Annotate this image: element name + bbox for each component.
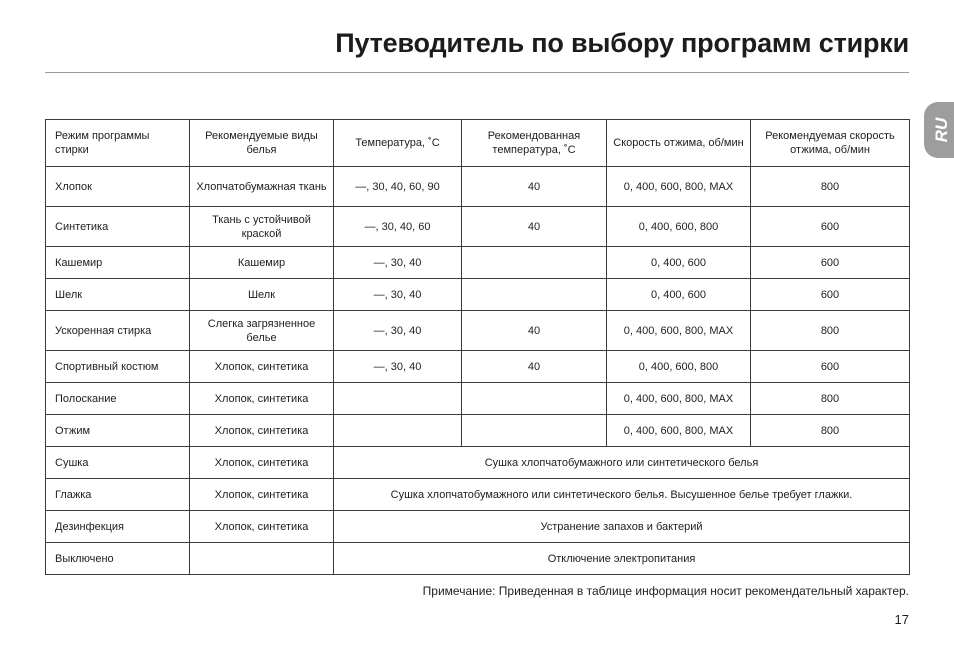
cell-recommended-spin-speed: 600 [751, 351, 910, 383]
cell-mode: Синтетика [46, 207, 190, 247]
cell-recommended-spin-speed: 800 [751, 167, 910, 207]
cell-laundry: Кашемир [190, 247, 334, 279]
cell-recommended-spin-speed: 600 [751, 207, 910, 247]
header-recommended-temperature: Рекомендованная температура, ˚C [462, 120, 607, 167]
cell-laundry: Шелк [190, 279, 334, 311]
cell-spin-speed: 0, 400, 600, 800 [607, 207, 751, 247]
language-tab [924, 102, 954, 158]
cell-spin-speed: 0, 400, 600, 800, MAX [607, 167, 751, 207]
cell-recommended-spin-speed: 800 [751, 415, 910, 447]
cell-mode: Сушка [46, 447, 190, 479]
cell-laundry: Ткань с устойчивой краской [190, 207, 334, 247]
header-temperature: Температура, ˚C [334, 120, 462, 167]
table-row [46, 415, 910, 447]
cell-mode: Кашемир [46, 247, 190, 279]
cell-temperature: —, 30, 40 [334, 279, 462, 311]
cell-recommended-spin-speed: 800 [751, 383, 910, 415]
cell-recommended-spin-speed: 600 [751, 247, 910, 279]
cell-spin-speed: 0, 400, 600, 800 [607, 351, 751, 383]
table-header-row [46, 120, 910, 167]
cell-mode: Глажка [46, 479, 190, 511]
cell-description: Сушка хлопчатобумажного или синтетического белья [334, 447, 910, 479]
table-row [46, 167, 910, 207]
cell-temperature [334, 383, 462, 415]
cell-temperature: —, 30, 40, 60 [334, 207, 462, 247]
cell-recommended-temperature: 40 [462, 351, 607, 383]
cell-recommended-temperature: 40 [462, 207, 607, 247]
cell-mode: Шелк [46, 279, 190, 311]
cell-mode: Дезинфекция [46, 511, 190, 543]
title-divider [45, 72, 909, 73]
cell-description: Сушка хлопчатобумажного или синтетического белья. Высушенное белье требует глажки. [334, 479, 910, 511]
cell-mode: Отжим [46, 415, 190, 447]
wash-program-table [45, 119, 910, 575]
cell-laundry: Хлопок, синтетика [190, 351, 334, 383]
cell-spin-speed: 0, 400, 600, 800, MAX [607, 383, 751, 415]
cell-recommended-temperature: 40 [462, 167, 607, 207]
cell-spin-speed: 0, 400, 600, 800, MAX [607, 415, 751, 447]
cell-temperature [334, 415, 462, 447]
cell-temperature: —, 30, 40 [334, 247, 462, 279]
cell-description: Устранение запахов и бактерий [334, 511, 910, 543]
table-row [46, 351, 910, 383]
table-row [46, 479, 910, 511]
cell-temperature: —, 30, 40 [334, 311, 462, 351]
cell-recommended-spin-speed: 600 [751, 279, 910, 311]
header-spin-speed: Скорость отжима, об/мин [607, 120, 751, 167]
table-row [46, 447, 910, 479]
cell-laundry: Хлопок, синтетика [190, 479, 334, 511]
cell-spin-speed: 0, 400, 600 [607, 279, 751, 311]
cell-temperature: —, 30, 40, 60, 90 [334, 167, 462, 207]
cell-temperature: —, 30, 40 [334, 351, 462, 383]
cell-laundry: Хлопчатобумажная ткань [190, 167, 334, 207]
cell-recommended-temperature: 40 [462, 311, 607, 351]
header-mode: Режим программы стирки [46, 120, 190, 167]
cell-laundry: Хлопок, синтетика [190, 447, 334, 479]
table-row [46, 311, 910, 351]
cell-mode: Ускоренная стирка [46, 311, 190, 351]
table-row [46, 543, 910, 575]
cell-spin-speed: 0, 400, 600, 800, MAX [607, 311, 751, 351]
cell-mode: Выключено [46, 543, 190, 575]
table-row [46, 279, 910, 311]
cell-recommended-temperature [462, 415, 607, 447]
table-row [46, 383, 910, 415]
cell-recommended-temperature [462, 247, 607, 279]
page-number: 17 [894, 612, 909, 627]
cell-description: Отключение электропитания [334, 543, 910, 575]
cell-spin-speed: 0, 400, 600 [607, 247, 751, 279]
header-laundry: Рекомендуемые виды белья [190, 120, 334, 167]
language-label: RU [932, 117, 951, 143]
header-recommended-spin-speed: Рекомендуемая скорость отжима, об/мин [751, 120, 910, 167]
cell-recommended-temperature [462, 279, 607, 311]
table-row [46, 511, 910, 543]
cell-mode: Хлопок [46, 167, 190, 207]
cell-laundry: Хлопок, синтетика [190, 383, 334, 415]
cell-laundry: Хлопок, синтетика [190, 511, 334, 543]
cell-mode: Спортивный костюм [46, 351, 190, 383]
table-note: Примечание: Приведенная в таблице информация носит рекомендательный характер. [422, 584, 909, 598]
cell-recommended-temperature [462, 383, 607, 415]
cell-recommended-spin-speed: 800 [751, 311, 910, 351]
table-row [46, 247, 910, 279]
cell-mode: Полоскание [46, 383, 190, 415]
table-row [46, 207, 910, 247]
cell-laundry [190, 543, 334, 575]
page-title: Путеводитель по выбору программ стирки [335, 28, 909, 58]
cell-laundry: Хлопок, синтетика [190, 415, 334, 447]
cell-laundry: Слегка загрязненное белье [190, 311, 334, 351]
